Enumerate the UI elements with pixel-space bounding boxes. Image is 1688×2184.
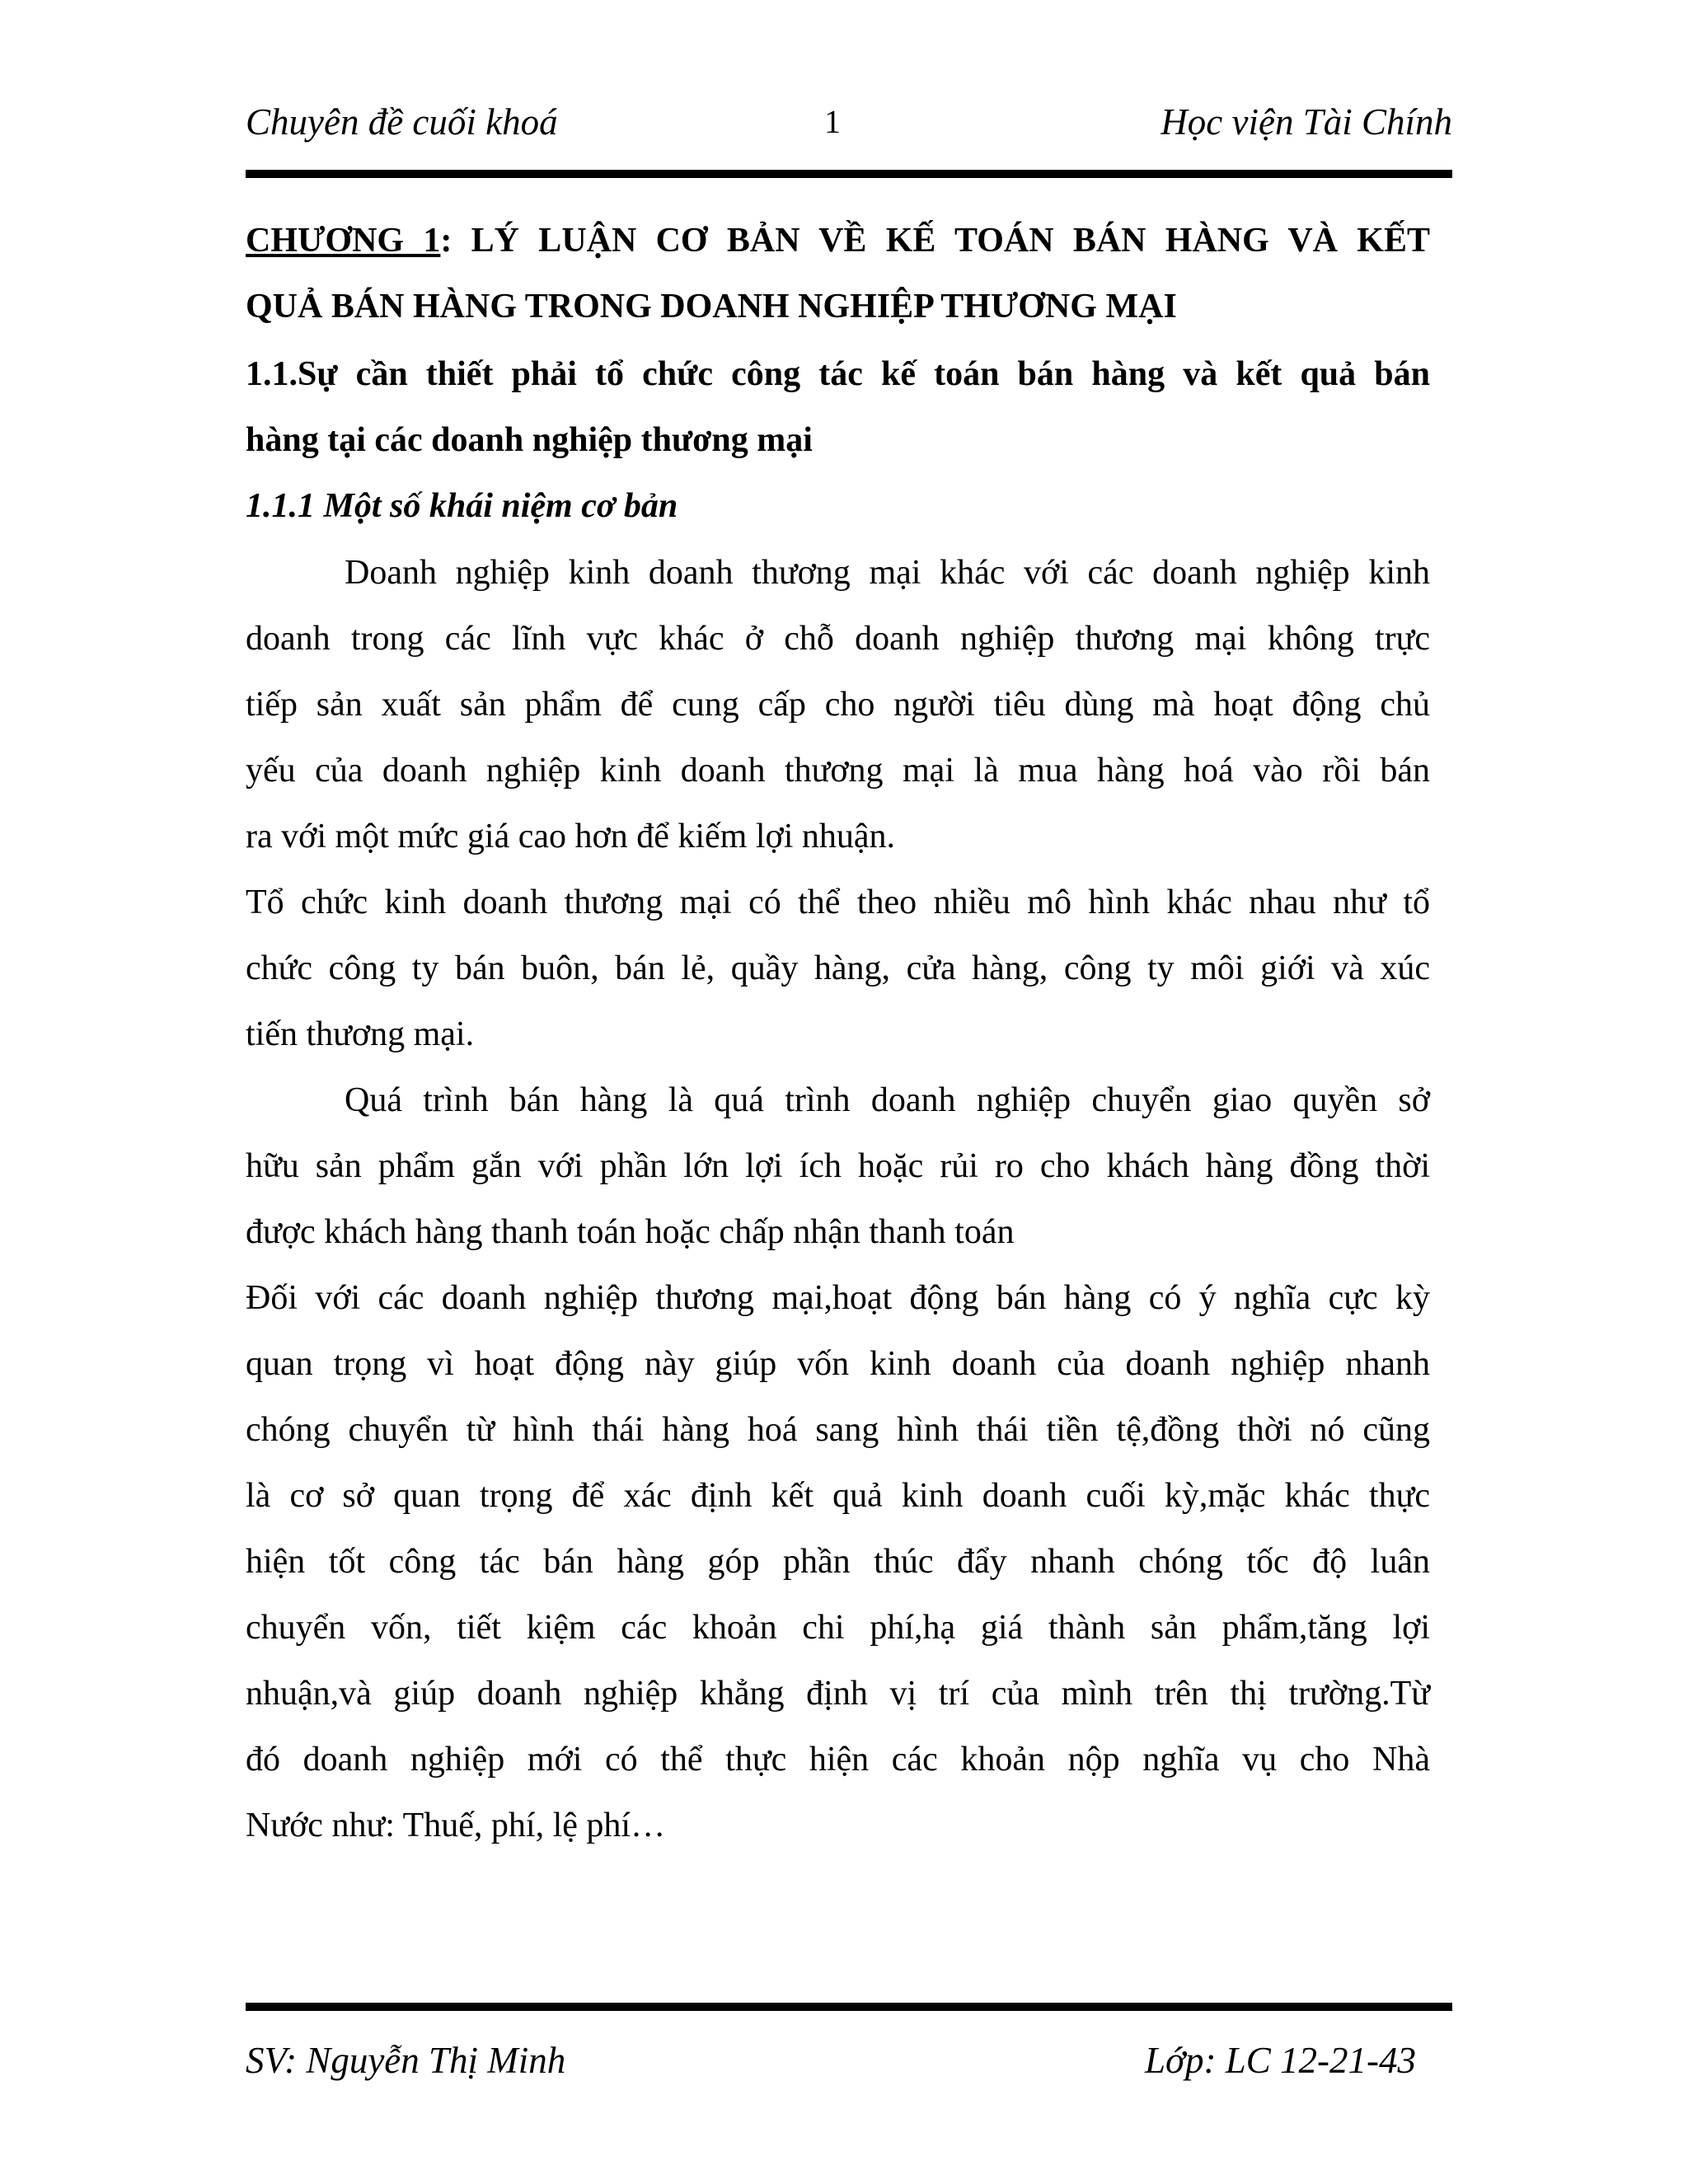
- body-line: yếu của doanh nghiệp kinh doanh thương mại là mua hàng hoá vào rồi bán: [246, 752, 1430, 790]
- body-line: Doanh nghiệp kinh doanh thương mại khác với các doanh nghiệp kinh: [345, 554, 1430, 592]
- body-line: Đối với các doanh nghiệp thương mại,hoạt động bán hàng có ý nghĩa cực kỳ: [246, 1279, 1430, 1317]
- body-line: tiến thương mại.: [246, 1015, 475, 1053]
- body-line: Quá trình bán hàng là quá trình doanh nghiệp chuyển giao quyền sở: [345, 1081, 1430, 1119]
- section-heading-line1: 1.1.Sự cần thiết phải tổ chức công tác kế toán bán hàng và kết quả bán: [246, 355, 1430, 393]
- body-line: Tổ chức kinh doanh thương mại có thể theo nhiều mô hình khác nhau như tổ: [246, 883, 1430, 921]
- body-line: ra với một mức giá cao hơn để kiếm lợi nhuận.: [246, 818, 896, 855]
- footer-class: Lớp: LC 12-21-43: [1144, 2040, 1416, 2081]
- body-line: đó doanh nghiệp mới có thể thực hiện các khoản nộp nghĩa vụ cho Nhà: [246, 1741, 1430, 1779]
- body-line: chuyển vốn, tiết kiệm các khoản chi phí,hạ giá thành sản phẩm,tăng lợi: [246, 1609, 1430, 1647]
- body-line: được khách hàng thanh toán hoặc chấp nhận thanh toán: [246, 1213, 1015, 1251]
- body-line: tiếp sản xuất sản phẩm để cung cấp cho người tiêu dùng mà hoạt động chủ: [246, 686, 1430, 724]
- body-line: chóng chuyển từ hình thái hàng hoá sang hình thái tiền tệ,đồng thời nó cũng: [246, 1411, 1430, 1449]
- body-line: là cơ sở quan trọng để xác định kết quả kinh doanh cuối kỳ,mặc khác thực: [246, 1477, 1430, 1515]
- footer-student: SV: Nguyễn Thị Minh: [246, 2040, 566, 2081]
- body-line: hữu sản phẩm gắn với phần lớn lợi ích hoặc rủi ro cho khách hàng đồng thời: [246, 1147, 1430, 1185]
- body-line: Nước như: Thuế, phí, lệ phí…: [246, 1807, 666, 1844]
- body-line: doanh trong các lĩnh vực khác ở chỗ doanh nghiệp thương mại không trực: [246, 620, 1430, 658]
- chapter-title-rest: : LÝ LUẬN CƠ BẢN VỀ KẾ TOÁN BÁN HÀNG VÀ KẾT: [440, 222, 1430, 260]
- section-heading-line2: hàng tại các doanh nghiệp thương mại: [246, 421, 813, 459]
- page-number: 1: [824, 103, 841, 140]
- body-line: chức công ty bán buôn, bán lẻ, quầy hàng, cửa hàng, công ty môi giới và xúc: [246, 949, 1430, 987]
- body-line: hiện tốt công tác bán hàng góp phần thúc đẩy nhanh chóng tốc độ luân: [246, 1543, 1430, 1581]
- chapter-title-line2: QUẢ BÁN HÀNG TRONG DOANH NGHIỆP THƯƠNG MẠI: [246, 288, 1177, 326]
- subsection-heading: 1.1.1 Một số khái niệm cơ bản: [246, 487, 678, 525]
- header-right: Học viện Tài Chính: [1160, 101, 1452, 143]
- body-line: quan trọng vì hoạt động này giúp vốn kinh doanh của doanh nghiệp nhanh: [246, 1345, 1430, 1383]
- header-left: Chuyên đề cuối khoá: [246, 101, 558, 143]
- body-line: nhuận,và giúp doanh nghiệp khẳng định vị trí của mình trên thị trường.Từ: [246, 1675, 1430, 1713]
- header-rule: [246, 170, 1452, 178]
- footer-rule: [246, 2003, 1452, 2011]
- chapter-title-line1: [246, 216, 1430, 265]
- chapter-label: CHƯƠNG 1: [246, 222, 441, 260]
